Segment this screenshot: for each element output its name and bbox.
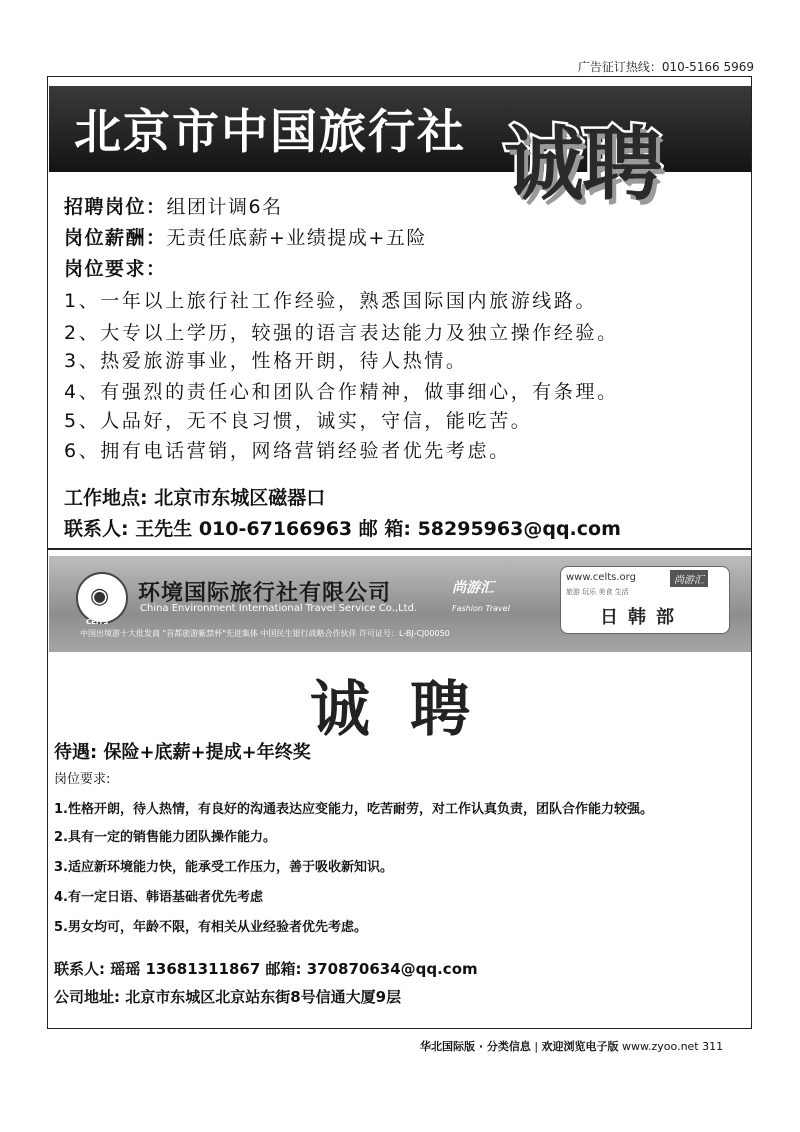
section-divider bbox=[47, 548, 752, 550]
ad2-banner-footer: 中国出境游十大批发商 "首都旅游紫禁杯"先进集体 中国民生银行战略合作伙伴 许可证号：L-BJ-CJ00050 bbox=[80, 629, 450, 638]
ad2-headline: 诚聘 bbox=[310, 675, 510, 745]
ad2-benefits: 待遇: 保险+底薪+提成+年终奖 bbox=[54, 742, 311, 763]
ad2-requirement: 5.男女均可，年龄不限，有相关从业经验者优先考虑。 bbox=[54, 920, 367, 935]
ad1-requirement: 4、有强烈的责任心和团队合作精神，做事细心，有条理。 bbox=[64, 381, 619, 403]
ad1-headline: 诚聘 bbox=[504, 117, 660, 211]
page-footer: 华北国际版 · 分类信息 | 欢迎浏览电子版 www.zyoo.net 311 bbox=[420, 1040, 724, 1053]
ad2-requirement: 2.具有一定的销售能力团队操作能力。 bbox=[54, 830, 276, 845]
ad-hotline: 广告征订热线：010-5166 5969 bbox=[577, 60, 754, 74]
ad1-requirement: 2、大专以上学历，较强的语言表达能力及独立操作经验。 bbox=[64, 322, 619, 344]
ad2-address: 公司地址: 北京市东城区北京站东街8号信通大厦9层 bbox=[54, 988, 402, 1006]
ad1-location: 工作地点: 北京市东城区磁器口 bbox=[64, 487, 326, 509]
ceits-logo-text: CEITS bbox=[86, 618, 109, 626]
ad1-requirement: 5、人品好，无不良习惯，诚实，守信，能吃苦。 bbox=[64, 410, 533, 432]
ad1-contact: 联系人: 王先生 010-67166963 邮 箱: 58295963@qq.com bbox=[64, 518, 621, 540]
ad2-requirement: 4.有一定日语、韩语基础者优先考虑 bbox=[54, 890, 263, 905]
globe-icon: ◉ bbox=[90, 584, 110, 609]
card-brand: 尚游汇 bbox=[670, 570, 708, 587]
ad2-brand-en: Fashion Travel bbox=[452, 604, 510, 613]
footer-site[interactable]: www.zyoo.net bbox=[622, 1040, 699, 1053]
card-url: www.celts.org bbox=[566, 572, 636, 583]
card-dept: 日韩部 bbox=[600, 607, 684, 628]
ad1-requirements-label: 岗位要求： bbox=[64, 258, 167, 280]
ad1-position: 招聘岗位：组团计调6名 bbox=[64, 196, 283, 218]
ad2-requirement: 3.适应新环境能力快，能承受工作压力，善于吸收新知识。 bbox=[54, 860, 393, 875]
ad2-brand: 尚游汇 bbox=[452, 580, 494, 596]
ad2-company-cn: 环境国际旅行社有限公司 bbox=[138, 581, 392, 606]
ad1-company-title: 北京市中国旅行社 bbox=[74, 105, 466, 160]
ad1-salary: 岗位薪酬：无责任底薪+业绩提成+五险 bbox=[64, 227, 427, 249]
ad1-requirement: 1、一年以上旅行社工作经验，熟悉国际国内旅游线路。 bbox=[64, 290, 598, 312]
card-slogan: 旅游 玩乐 美食 生活 bbox=[566, 588, 629, 596]
ad2-company-en: China Environment International Travel Service Co.,Ltd. bbox=[140, 603, 418, 614]
ad1-requirement: 3、热爱旅游事业，性格开朗，待人热情。 bbox=[64, 350, 468, 372]
page-number: 311 bbox=[702, 1040, 724, 1053]
ad2-requirement: 1.性格开朗，待人热情，有良好的沟通表达应变能力，吃苦耐劳，对工作认真负责，团队合作能力较强。 bbox=[54, 802, 653, 817]
ad2-requirements-label: 岗位要求: bbox=[54, 772, 111, 787]
footer-section: 华北国际版 · 分类信息 bbox=[420, 1040, 531, 1053]
ad1-requirement: 6、拥有电话营销，网络营销经验者优先考虑。 bbox=[64, 440, 511, 462]
ad2-contact: 联系人: 瑶瑶 13681311867 邮箱: 370870634@qq.com bbox=[54, 960, 478, 978]
footer-welcome: 欢迎浏览电子版 bbox=[541, 1040, 619, 1053]
